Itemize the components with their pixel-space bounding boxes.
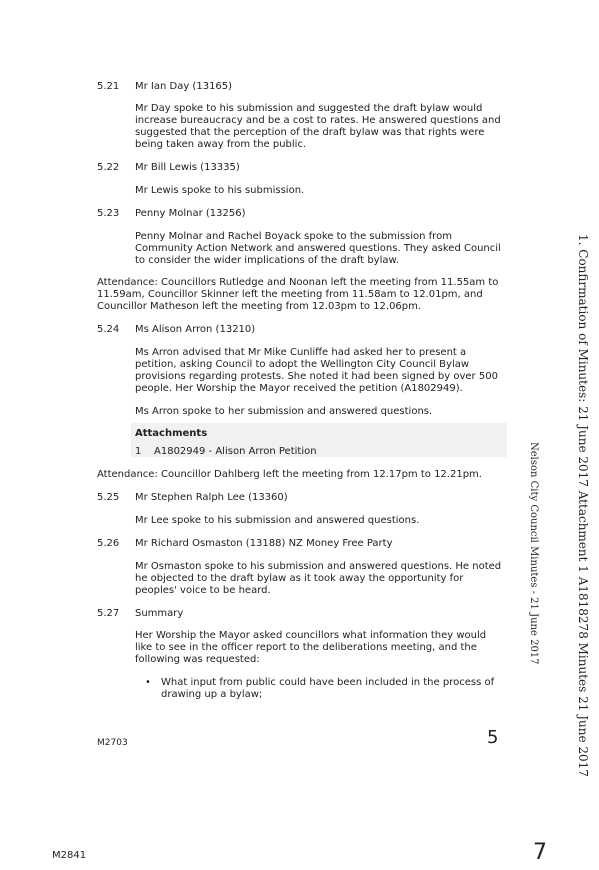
item-title: Penny Molnar (13256) — [135, 208, 246, 219]
item-5-23 — [97, 208, 246, 220]
item-number: 5.23 — [97, 208, 120, 219]
item-5-24 — [97, 324, 255, 336]
outer-footer-code: M2841 — [52, 850, 87, 861]
item-title: Ms Alison Arron (13210) — [135, 324, 256, 335]
attachments-heading: Attachments — [135, 428, 208, 439]
item-5-25 — [97, 492, 288, 504]
paragraph: Mr Lee spoke to his submission and answered questions. — [135, 515, 420, 526]
item-number: 5.21 — [97, 81, 120, 92]
item-title: Mr Richard Osmaston (13188) NZ Money Free Party — [135, 538, 393, 549]
item-number: 5.26 — [97, 538, 120, 549]
item-number: 5.22 — [97, 162, 120, 173]
bullet-icon: • — [145, 677, 151, 688]
outer-margin-text: 1. Confirmation of Minutes: 21 June 2017 Attachment 1 A1818278 Minutes 21 June 2017 — [576, 234, 590, 777]
paragraph: Mr Osmaston spoke to his submission and answered questions. He noted he objected to the draft bylaw as it took away the opportunity for peoples' voice to be heard. — [135, 561, 502, 596]
attendance-note: Attendance: Councillors Rutledge and Noonan left the meeting from 11.55am to 11.59am, Councillor Skinner left the meeting from 11.58am to 12.01pm, and Councillor Matheson left the meeting from 12.03pm to 12.06pm. — [97, 277, 499, 312]
attachment-item[interactable] — [135, 446, 317, 457]
inner-margin-text: Nelson City Council Minutes - 21 June 2017 — [528, 442, 539, 665]
paragraph: Penny Molnar and Rachel Boyack spoke to the submission from Community Action Network and answered questions. They asked Council to consider the wider implications of the draft bylaw. — [135, 231, 501, 266]
paragraph: Her Worship the Mayor asked councillors what information they would like to see in the officer report to the deliberations meeting, and the following was requested: — [135, 630, 487, 665]
attachment-title: A1802949 - Alison Arron Petition — [154, 446, 317, 457]
inner-page-number: 5 — [487, 727, 499, 748]
item-number: 5.24 — [97, 324, 120, 335]
attachment-number: 1 — [135, 446, 142, 457]
item-number: 5.25 — [97, 492, 120, 503]
attendance-note: Attendance: Councillor Dahlberg left the meeting from 12.17pm to 12.21pm. — [97, 469, 482, 480]
item-title: Summary — [135, 608, 184, 619]
bullet-text: What input from public could have been included in the process of drawing up a bylaw; — [161, 677, 495, 700]
item-5-26 — [97, 538, 392, 550]
item-number: 5.27 — [97, 608, 120, 619]
item-title: Mr Ian Day (13165) — [135, 81, 233, 92]
paragraph: Ms Arron spoke to her submission and answered questions. — [135, 406, 433, 417]
inner-footer-code: M2703 — [97, 738, 128, 748]
paragraph: Mr Lewis spoke to his submission. — [135, 185, 305, 196]
paragraph: Ms Arron advised that Mr Mike Cunliffe had asked her to present a petition, asking Council to adopt the Wellington City Council Bylaw provisions regarding protests. She noted it had been signed by over 500 people. Her Worship the Mayor received the petition (A1802949). — [135, 347, 498, 394]
item-title: Mr Stephen Ralph Lee (13360) — [135, 492, 288, 503]
paragraph: Mr Day spoke to his submission and suggested the draft bylaw would increase bureaucracy and be a cost to rates. He answered questions and suggested that the perception of the draft bylaw was that rights were being taken away from the public. — [135, 103, 501, 150]
item-title: Mr Bill Lewis (13335) — [135, 162, 240, 173]
outer-page-number: 7 — [533, 840, 547, 865]
item-5-21 — [97, 81, 232, 93]
item-5-27 — [97, 608, 183, 620]
item-5-22 — [97, 162, 240, 174]
